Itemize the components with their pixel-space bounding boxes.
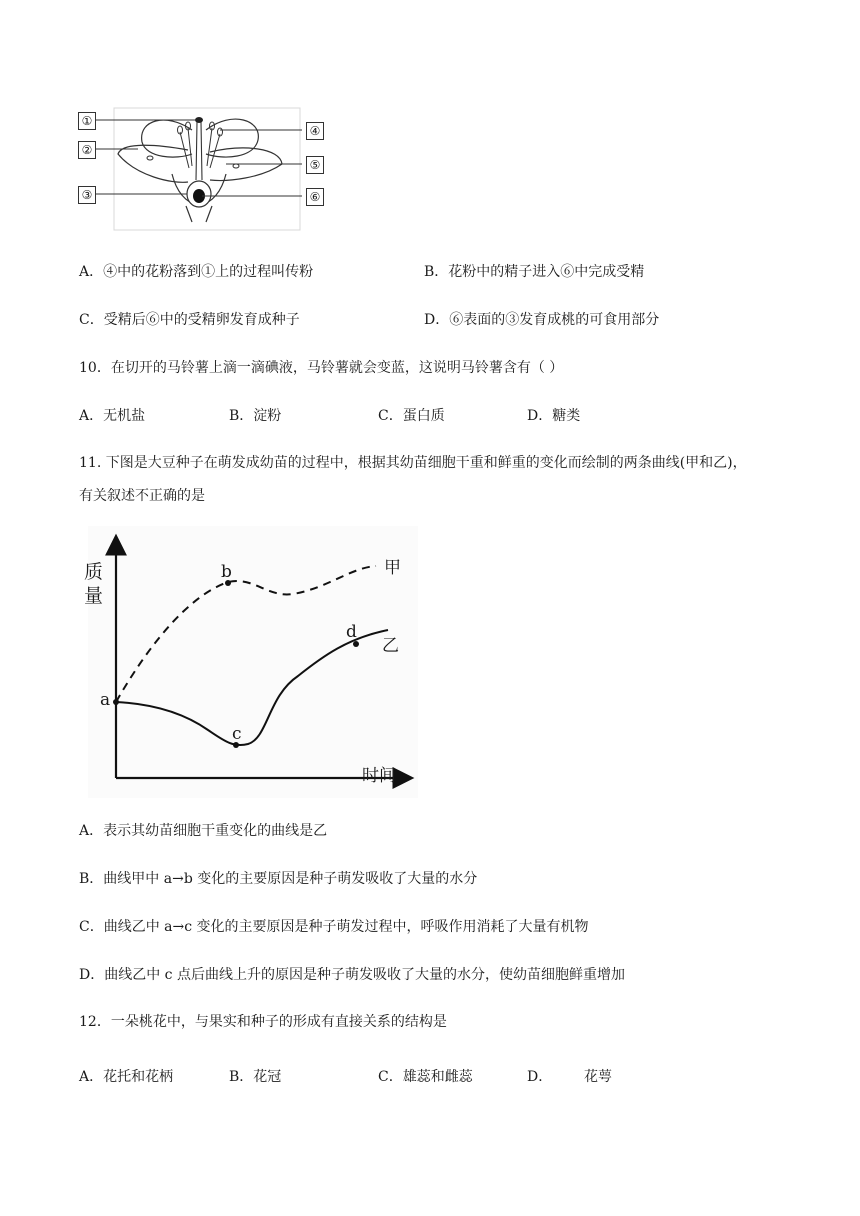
graph-curves [88, 526, 418, 798]
q11-option-a: A．表示其幼苗细胞干重变化的曲线是乙 [79, 823, 328, 839]
q10-option-c: C．蛋白质 [378, 408, 445, 424]
point-b-label: b [221, 562, 232, 582]
q9-option-c: C．受精后⑥中的受精卵发育成种子 [79, 312, 300, 328]
label-2: ② [78, 141, 96, 159]
q11-option-b: B．曲线甲中 a→b 变化的主要原因是种子萌发吸收了大量的水分 [79, 871, 478, 887]
label-1: ① [78, 112, 96, 130]
q9-option-a: A．④中的花粉落到①上的过程叫传粉 [79, 264, 314, 280]
q11-option-d: D．曲线乙中 c 点后曲线上升的原因是种子萌发吸收了大量的水分，使幼苗细胞鲜重增加 [79, 967, 625, 983]
q10-option-a: A．无机盐 [79, 408, 146, 424]
label-5: ⑤ [306, 156, 324, 174]
q12-option-d-text: 花萼 [584, 1069, 612, 1085]
q12-option-b: B．花冠 [229, 1069, 282, 1085]
label-3: ③ [78, 186, 96, 204]
q10-option-b: B．淀粉 [229, 408, 282, 424]
y-axis-label: 质量 [84, 561, 104, 607]
q11-stem-line-1: 11. 下图是大豆种子在萌发成幼苗的过程中，根据其幼苗细胞干重和鲜重的变化而绘制的两条曲线(甲和乙)， [79, 455, 747, 471]
x-axis-label: 时间 [362, 766, 396, 786]
q11-stem-line-2: 有关叙述不正确的是 [79, 488, 205, 504]
q11-option-c: C．曲线乙中 a→c 变化的主要原因是种子萌发过程中，呼吸作用消耗了大量有机物 [79, 919, 589, 935]
q9-option-d: D．⑥表面的③发育成桃的可食用部分 [424, 312, 660, 328]
point-a-dot [113, 699, 119, 705]
q12-option-d: D． [527, 1069, 553, 1085]
q12-option-a: A．花托和花柄 [79, 1069, 174, 1085]
flower-structure-drawing [76, 106, 336, 232]
q9-option-b: B．花粉中的精子进入⑥中完成受精 [424, 264, 645, 280]
q12-option-c: C．雄蕊和雌蕊 [378, 1069, 473, 1085]
curve-yi-label: 乙 [382, 636, 399, 656]
label-6: ⑥ [306, 188, 324, 206]
point-a-label: a [100, 690, 111, 710]
flower-diagram [76, 106, 336, 232]
label-4: ④ [306, 122, 324, 140]
q10-option-d: D．糖类 [527, 408, 581, 424]
q10-stem: 10．在切开的马铃薯上滴一滴碘液，马铃薯就会变蓝，这说明马铃薯含有（ ） [79, 360, 564, 376]
mass-time-graph [84, 526, 418, 798]
curve-jia-label: 甲 [384, 558, 401, 578]
point-c-label: c [232, 724, 242, 744]
q12-stem: 12．一朵桃花中，与果实和种子的形成有直接关系的结构是 [79, 1014, 447, 1030]
point-d-label: d [346, 622, 357, 642]
